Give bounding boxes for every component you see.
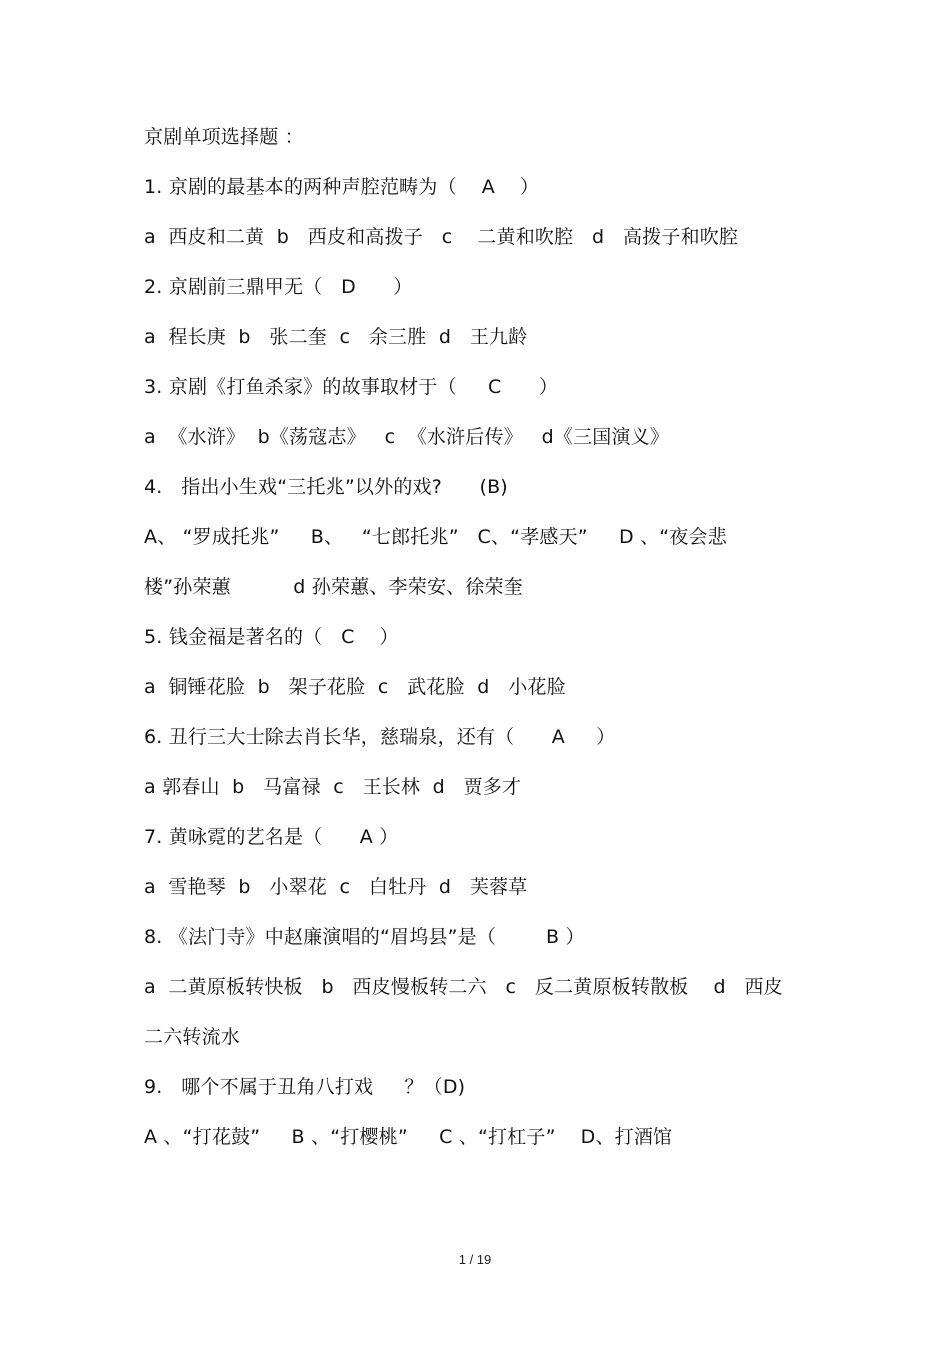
text-line: a 郭春山 b 马富禄 c 王长林 d 贾多才: [144, 776, 522, 798]
text-line: 2. 京剧前三鼎甲无（ D ）: [144, 276, 413, 298]
text-line: 3. 京剧《打鱼杀家》的故事取材于（ C ）: [144, 376, 559, 398]
text-line: 二六转流水: [144, 1026, 241, 1048]
document-heading: 京剧单项选择题 ：: [144, 126, 304, 148]
text-line: 8. 《法门寺》中赵廉演唱的“眉坞县”是（ B ）: [144, 926, 585, 948]
text-line: 5. 钱金福是著名的（ C ）: [144, 626, 399, 648]
text-line: 1. 京剧的最基本的两种声腔范畴为（ A ）: [144, 176, 540, 198]
document-content: [144, 124, 824, 1174]
text-line: a 《水浒》 b《荡寇志》 c 《水浒后传》 d《三国演义》: [144, 426, 670, 448]
text-line: 9. 哪个不属于丑角八打戏 ？（D): [144, 1076, 466, 1098]
text-line: a 二黄原板转快板 b 西皮慢板转二六 c 反二黄原板转散板 d 西皮: [144, 976, 783, 998]
page-number: 1 / 19: [458, 1252, 492, 1267]
text-line: A、 “罗成托兆” B、 “七郎托兆” C、“孝感天” D 、“夜会悲: [144, 526, 727, 548]
text-line: 4. 指出小生戏“三托兆”以外的戏? (B): [144, 476, 508, 498]
text-line: a 铜锤花脸 b 架子花脸 c 武花脸 d 小花脸: [144, 676, 566, 698]
text-line: A 、“打花鼓” B 、“打樱桃” C 、“打杠子” D、打酒馆: [144, 1126, 673, 1148]
text-line: 6. 丑行三大士除去肖长华，慈瑞泉，还有（ A ）: [144, 726, 616, 748]
text-line: a 程长庚 b 张二奎 c 余三胜 d 王九龄: [144, 326, 528, 348]
text-line: a 西皮和二黄 b 西皮和高拨子 c 二黄和吹腔 d 高拨子和吹腔: [144, 226, 739, 248]
text-line: 楼”孙荣蕙 d 孙荣蕙、李荣安、徐荣奎: [144, 576, 523, 598]
text-line: a 雪艳琴 b 小翠花 c 白牡丹 d 芙蓉草: [144, 876, 528, 898]
text-line: 7. 黄咏霓的艺名是（ A ）: [144, 826, 399, 848]
